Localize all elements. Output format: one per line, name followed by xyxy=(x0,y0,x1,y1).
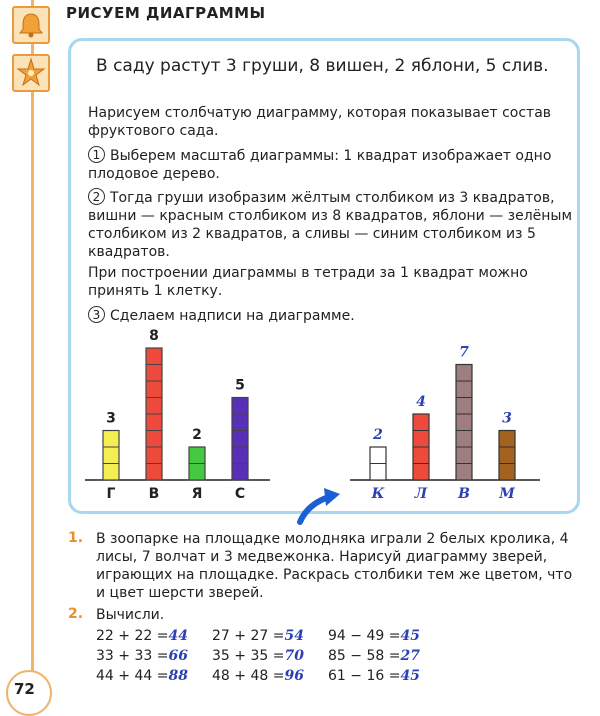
calc-item: 35 + 35 =70 xyxy=(212,648,304,664)
answer: 45 xyxy=(400,668,420,684)
value-label: 4 xyxy=(416,394,426,410)
calc-item: 48 + 48 =96 xyxy=(212,668,304,684)
category-label: С xyxy=(234,486,246,502)
calc-item: 61 − 16 =45 xyxy=(328,668,420,684)
bar xyxy=(370,447,386,480)
bar xyxy=(232,398,248,481)
step-text: Выберем масштаб диаграммы: 1 квадрат изображает одно плодовое дерево. xyxy=(88,148,552,182)
bar xyxy=(456,365,472,481)
bar xyxy=(146,348,162,480)
calc-item: 94 − 49 =45 xyxy=(328,628,420,644)
page-title: РИСУЕМ ДИАГРАММЫ xyxy=(66,4,266,22)
paragraph-1: Нарисуем столбчатую диаграмму, которая показывает состав фруктового сада. xyxy=(88,105,552,139)
calc-item: 27 + 27 =54 xyxy=(212,628,304,644)
bar xyxy=(189,447,205,480)
value-label: 7 xyxy=(459,344,469,361)
step-number: 3 xyxy=(88,306,105,323)
category-label: В xyxy=(148,486,160,502)
calc-item: 44 + 44 =88 xyxy=(96,668,188,684)
bar xyxy=(103,431,119,481)
step-number: 1 xyxy=(88,146,105,163)
value-label: 3 xyxy=(106,410,116,427)
bar xyxy=(499,431,515,481)
chart-printed xyxy=(85,328,270,502)
answer: 88 xyxy=(168,668,188,684)
category-label: К xyxy=(371,486,385,502)
value-label: 2 xyxy=(373,427,383,443)
value-label: 3 xyxy=(502,410,512,427)
bar xyxy=(413,414,429,480)
answer: 45 xyxy=(400,628,420,644)
chart-handdrawn xyxy=(350,345,540,503)
task-number: 1. xyxy=(68,530,84,546)
task-2-text: Вычисли. xyxy=(96,607,165,623)
category-label: М xyxy=(499,486,515,502)
category-label: В xyxy=(458,486,470,502)
intro-text: В саду растут 3 груши, 8 вишен, 2 яблони, 5 слив. xyxy=(96,56,549,76)
category-label: Я xyxy=(191,486,203,502)
step-text: Тогда груши изобразим жёлтым столбиком из 3 квадратов, вишни — красным столбиком из 8 квадратов, яблони — зелёным столбиком из 2 квадратов, а сливы — синим столбиком из 5 квадратов. xyxy=(88,190,573,260)
step-text: Сделаем надписи на диаграмме. xyxy=(110,308,355,324)
page-number: 72 xyxy=(14,680,35,698)
step-number: 2 xyxy=(88,188,105,205)
value-label: 5 xyxy=(235,377,245,394)
category-label: Г xyxy=(106,486,116,502)
answer: 70 xyxy=(284,648,304,664)
arrow-head-icon xyxy=(324,488,340,506)
note-text: При построении диаграммы в тетради за 1 квадрат можно принять 1 клетку. xyxy=(88,265,528,299)
calc-item: 85 − 58 =27 xyxy=(328,648,420,664)
answer: 54 xyxy=(284,628,304,644)
task-1-text: В зоопарке на площадке молодняка играли 2 белых кролика, 4 лисы, 7 волчат и 3 медвежонка. Нарисуй диаграмму зверей, играющих на площадке. Раскрась столбики тем же цветом, что и цвет шерсти зверей. xyxy=(96,531,573,601)
value-label: 8 xyxy=(149,328,159,344)
value-label: 2 xyxy=(192,427,202,443)
answer: 27 xyxy=(400,648,420,664)
task-number: 2. xyxy=(68,606,84,622)
calc-item: 22 + 22 =44 xyxy=(96,628,188,644)
answer: 66 xyxy=(168,648,188,664)
calc-item: 33 + 33 =66 xyxy=(96,648,188,664)
category-label: Л xyxy=(414,486,428,502)
answer: 44 xyxy=(168,628,188,644)
answer: 96 xyxy=(284,668,304,684)
